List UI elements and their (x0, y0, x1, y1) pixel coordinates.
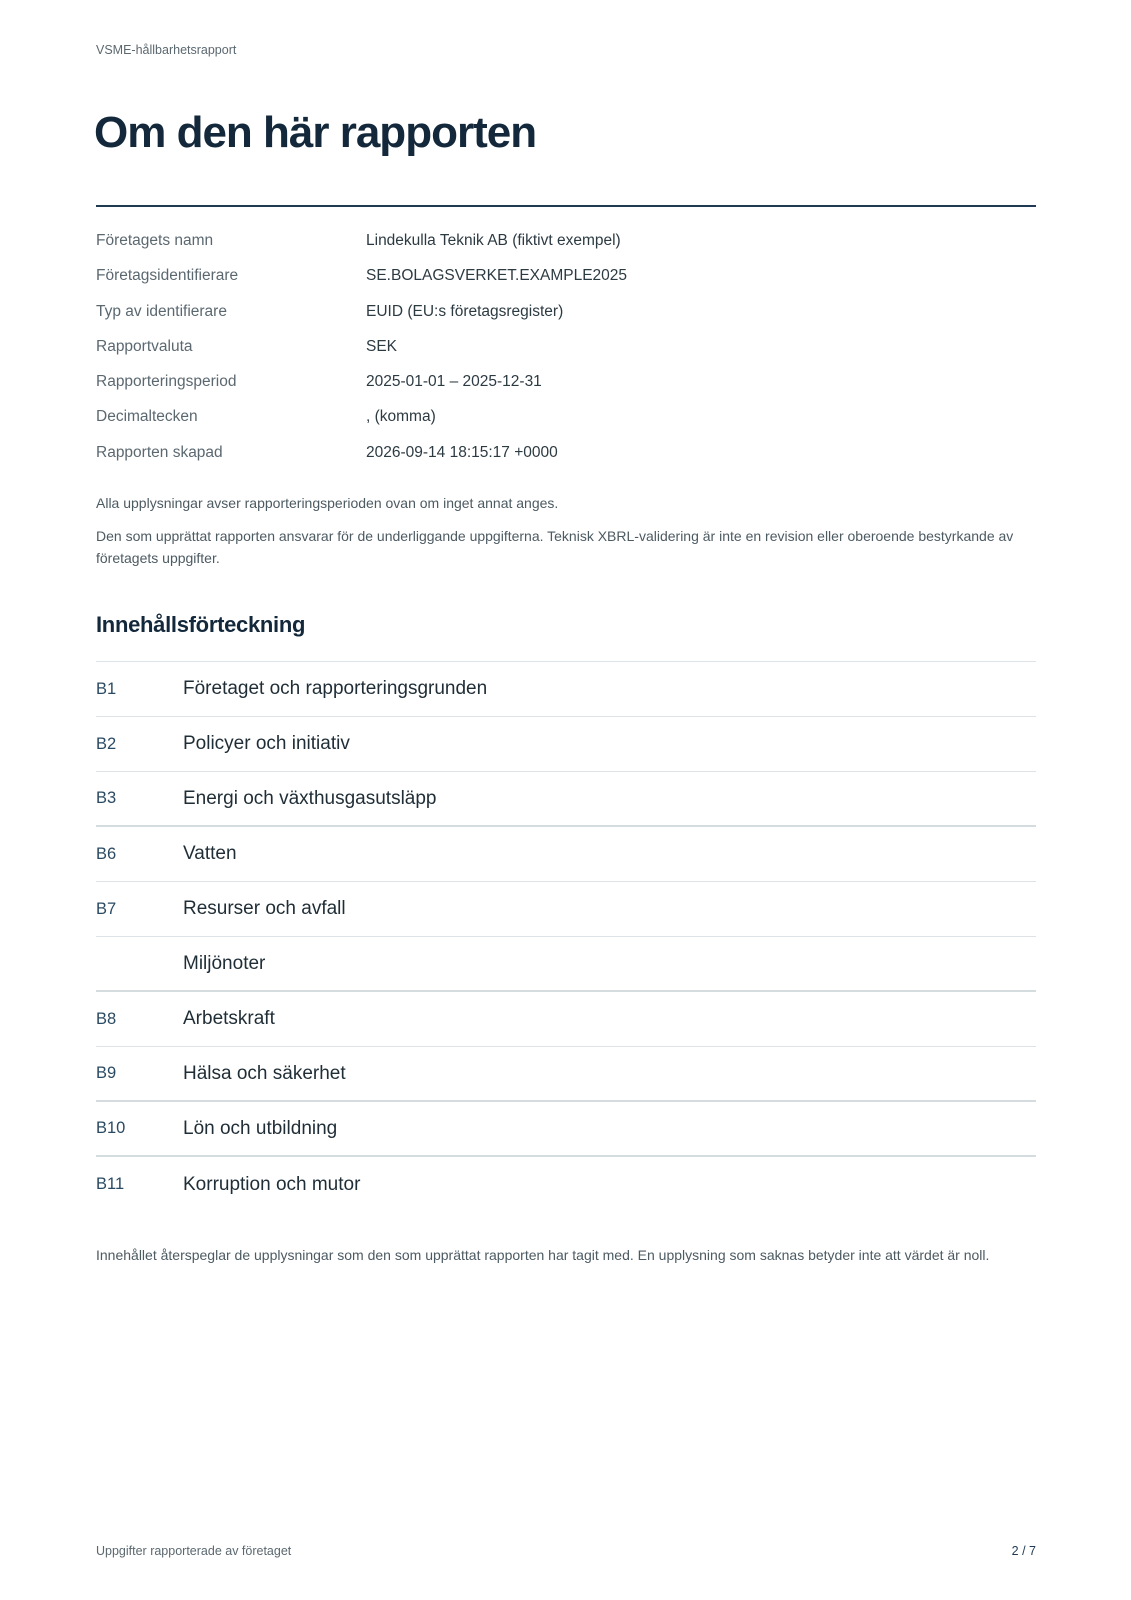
meta-label: Företagets namn (96, 232, 214, 249)
toc-label: Vatten (183, 843, 237, 864)
meta-row-company-identifier (96, 267, 1036, 302)
meta-label: Rapportvaluta (96, 337, 193, 355)
toc-footnote: Innehållet återspeglar de upplysningar som den som upprättat rapporten har tagit med. En upplysning som saknas betyder inte att värdet är noll. (96, 1247, 990, 1263)
toc-label: Företaget och rapporteringsgrunden (183, 678, 488, 699)
toc-item-b7[interactable] (96, 882, 1036, 937)
toc-heading: Innehållsförteckning (96, 612, 306, 637)
meta-label: Rapporteringsperiod (96, 373, 237, 391)
toc-label: Korruption och mutor (183, 1173, 361, 1195)
meta-row-decimal-separator (96, 408, 1036, 443)
toc-label: Lön och utbildning (183, 1117, 338, 1139)
toc-item-b10[interactable] (96, 1102, 1036, 1157)
toc-code: B1 (96, 679, 117, 698)
meta-row-identifier-type (96, 303, 1036, 338)
toc-item-b1[interactable] (96, 662, 1036, 717)
toc-code: B11 (96, 1175, 125, 1193)
period-note: Alla upplysningar avser rapporteringsperioden ovan om inget annat anges. (96, 495, 559, 511)
running-footer (96, 1544, 1036, 1558)
toc-item-b2[interactable] (96, 717, 1036, 772)
meta-value: Lindekulla Teknik AB (fiktivt exempel) (366, 232, 621, 249)
meta-value: 2025-01-01 – 2025-12-31 (366, 373, 542, 391)
toc-label: Energi och växthusgasutsläpp (183, 787, 437, 809)
toc-code: B10 (96, 1119, 126, 1137)
meta-value: 2026-09-14 18:15:17 +0000 (366, 443, 558, 461)
toc-label: Hälsa och säkerhet (183, 1062, 346, 1084)
meta-label: Typ av identifierare (96, 302, 227, 320)
toc-item-b11[interactable] (96, 1157, 1036, 1212)
toc-code: B6 (96, 844, 117, 863)
page-title: Om den här rapporten (94, 108, 537, 157)
meta-value: EUID (EU:s företagsregister) (366, 302, 564, 320)
meta-value: SE.BOLAGSVERKET.EXAMPLE2025 (366, 267, 628, 285)
toc-label: Policyer och initiativ (183, 733, 350, 754)
toc-item-b3[interactable] (96, 772, 1036, 827)
toc-label: Miljönoter (183, 952, 266, 974)
page-number: 2 / 7 (1011, 1544, 1036, 1558)
meta-value: SEK (366, 337, 398, 355)
toc-code: B7 (96, 899, 117, 918)
toc-item-environment-notes[interactable] (96, 937, 1036, 992)
responsibility-note: Den som upprättat rapporten ansvarar för de underliggande uppgifterna. Teknisk XBRL-validering är inte en revision eller oberoende bestyrkande av företagets uppgifter. (96, 528, 1014, 566)
footer-source-note: Uppgifter rapporterade av företaget (96, 1544, 292, 1558)
running-header: VSME-hållbarhetsrapport (96, 43, 237, 57)
toc-item-b8[interactable] (96, 992, 1036, 1047)
meta-row-currency (96, 338, 1036, 373)
toc-code: B3 (96, 789, 117, 807)
meta-value: , (komma) (366, 408, 436, 426)
toc-item-b6[interactable] (96, 827, 1036, 882)
report-metadata (96, 232, 1036, 479)
report-page (96, 0, 1036, 1600)
meta-label: Företagsidentifierare (96, 267, 239, 285)
table-of-contents (96, 661, 1036, 1212)
toc-code: B9 (96, 1064, 117, 1082)
toc-label: Resurser och avfall (183, 898, 346, 919)
meta-row-company-name (96, 232, 1036, 267)
meta-label: Rapporten skapad (96, 443, 223, 461)
meta-row-reporting-period (96, 373, 1036, 408)
meta-label: Decimaltecken (96, 408, 198, 426)
toc-code: B2 (96, 734, 117, 753)
toc-code: B8 (96, 1009, 117, 1028)
toc-label: Arbetskraft (183, 1008, 275, 1029)
toc-item-b9[interactable] (96, 1047, 1036, 1102)
meta-row-created (96, 444, 1036, 479)
title-divider (96, 205, 1036, 207)
